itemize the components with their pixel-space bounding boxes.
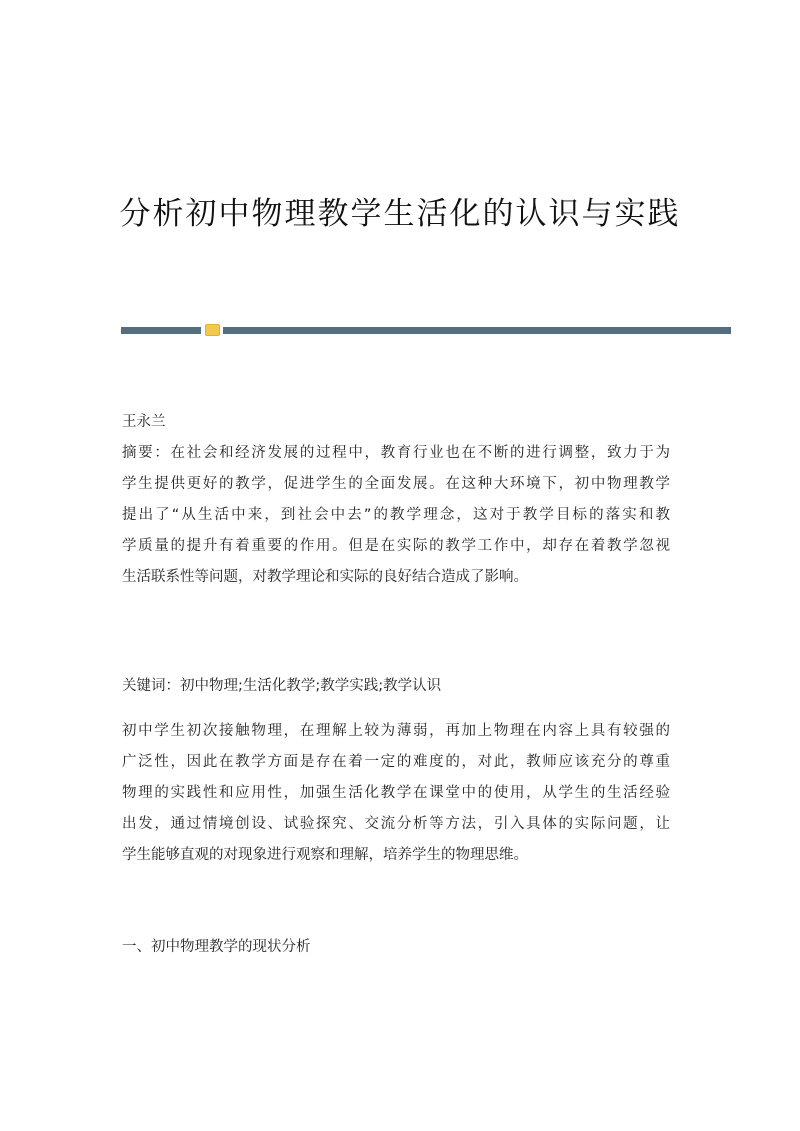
document-title: 分析初中物理教学生活化的认识与实践	[119, 196, 681, 232]
paragraph-line: 物理的实践性和应用性，加强生活化教学在课堂中的使用，从学生的生活经验	[122, 785, 670, 801]
keywords	[122, 671, 670, 702]
abstract	[122, 438, 670, 593]
keywords-text: 关键词：初中物理;生活化教学;教学实践;教学认识	[122, 678, 442, 694]
author-name: 王永兰	[122, 414, 166, 430]
author	[122, 407, 670, 438]
section-heading	[122, 932, 670, 963]
paragraph-line: 初中学生初次接触物理，在理解上较为薄弱，再加上物理在内容上具有较强的	[122, 723, 670, 739]
title-divider-right	[223, 327, 731, 334]
section-heading-text: 一、初中物理教学的现状分析	[122, 939, 311, 955]
abstract-line: 学质量的提升有着重要的作用。但是在实际的教学工作中，却存在着教学忽视	[122, 538, 670, 554]
paragraph-line: 学生能够直观的对现象进行观察和理解，培养学生的物理思维。	[122, 847, 528, 863]
abstract-line: 摘要：在社会和经济发展的过程中，教育行业也在不断的进行调整，致力于为	[122, 445, 670, 461]
paragraph-line: 出发，通过情境创设、试验探究、交流分析等方法，引入具体的实际问题，让	[122, 816, 670, 832]
abstract-line: 学生提供更好的教学，促进学生的全面发展。在这种大环境下，初中物理教学	[122, 476, 670, 492]
abstract-line: 生活联系性等问题，对教学理论和实际的良好结合造成了影响。	[122, 569, 528, 585]
intro-paragraph	[122, 716, 670, 871]
abstract-line: 提出了“从生活中来，到社会中去”的教学理念，这对于教学目标的落实和教	[122, 507, 670, 523]
title-divider-left	[121, 327, 201, 334]
paragraph-line: 广泛性，因此在教学方面是存在着一定的难度的，对此，教师应该充分的尊重	[122, 754, 670, 770]
divider-ornament-icon	[205, 324, 220, 336]
